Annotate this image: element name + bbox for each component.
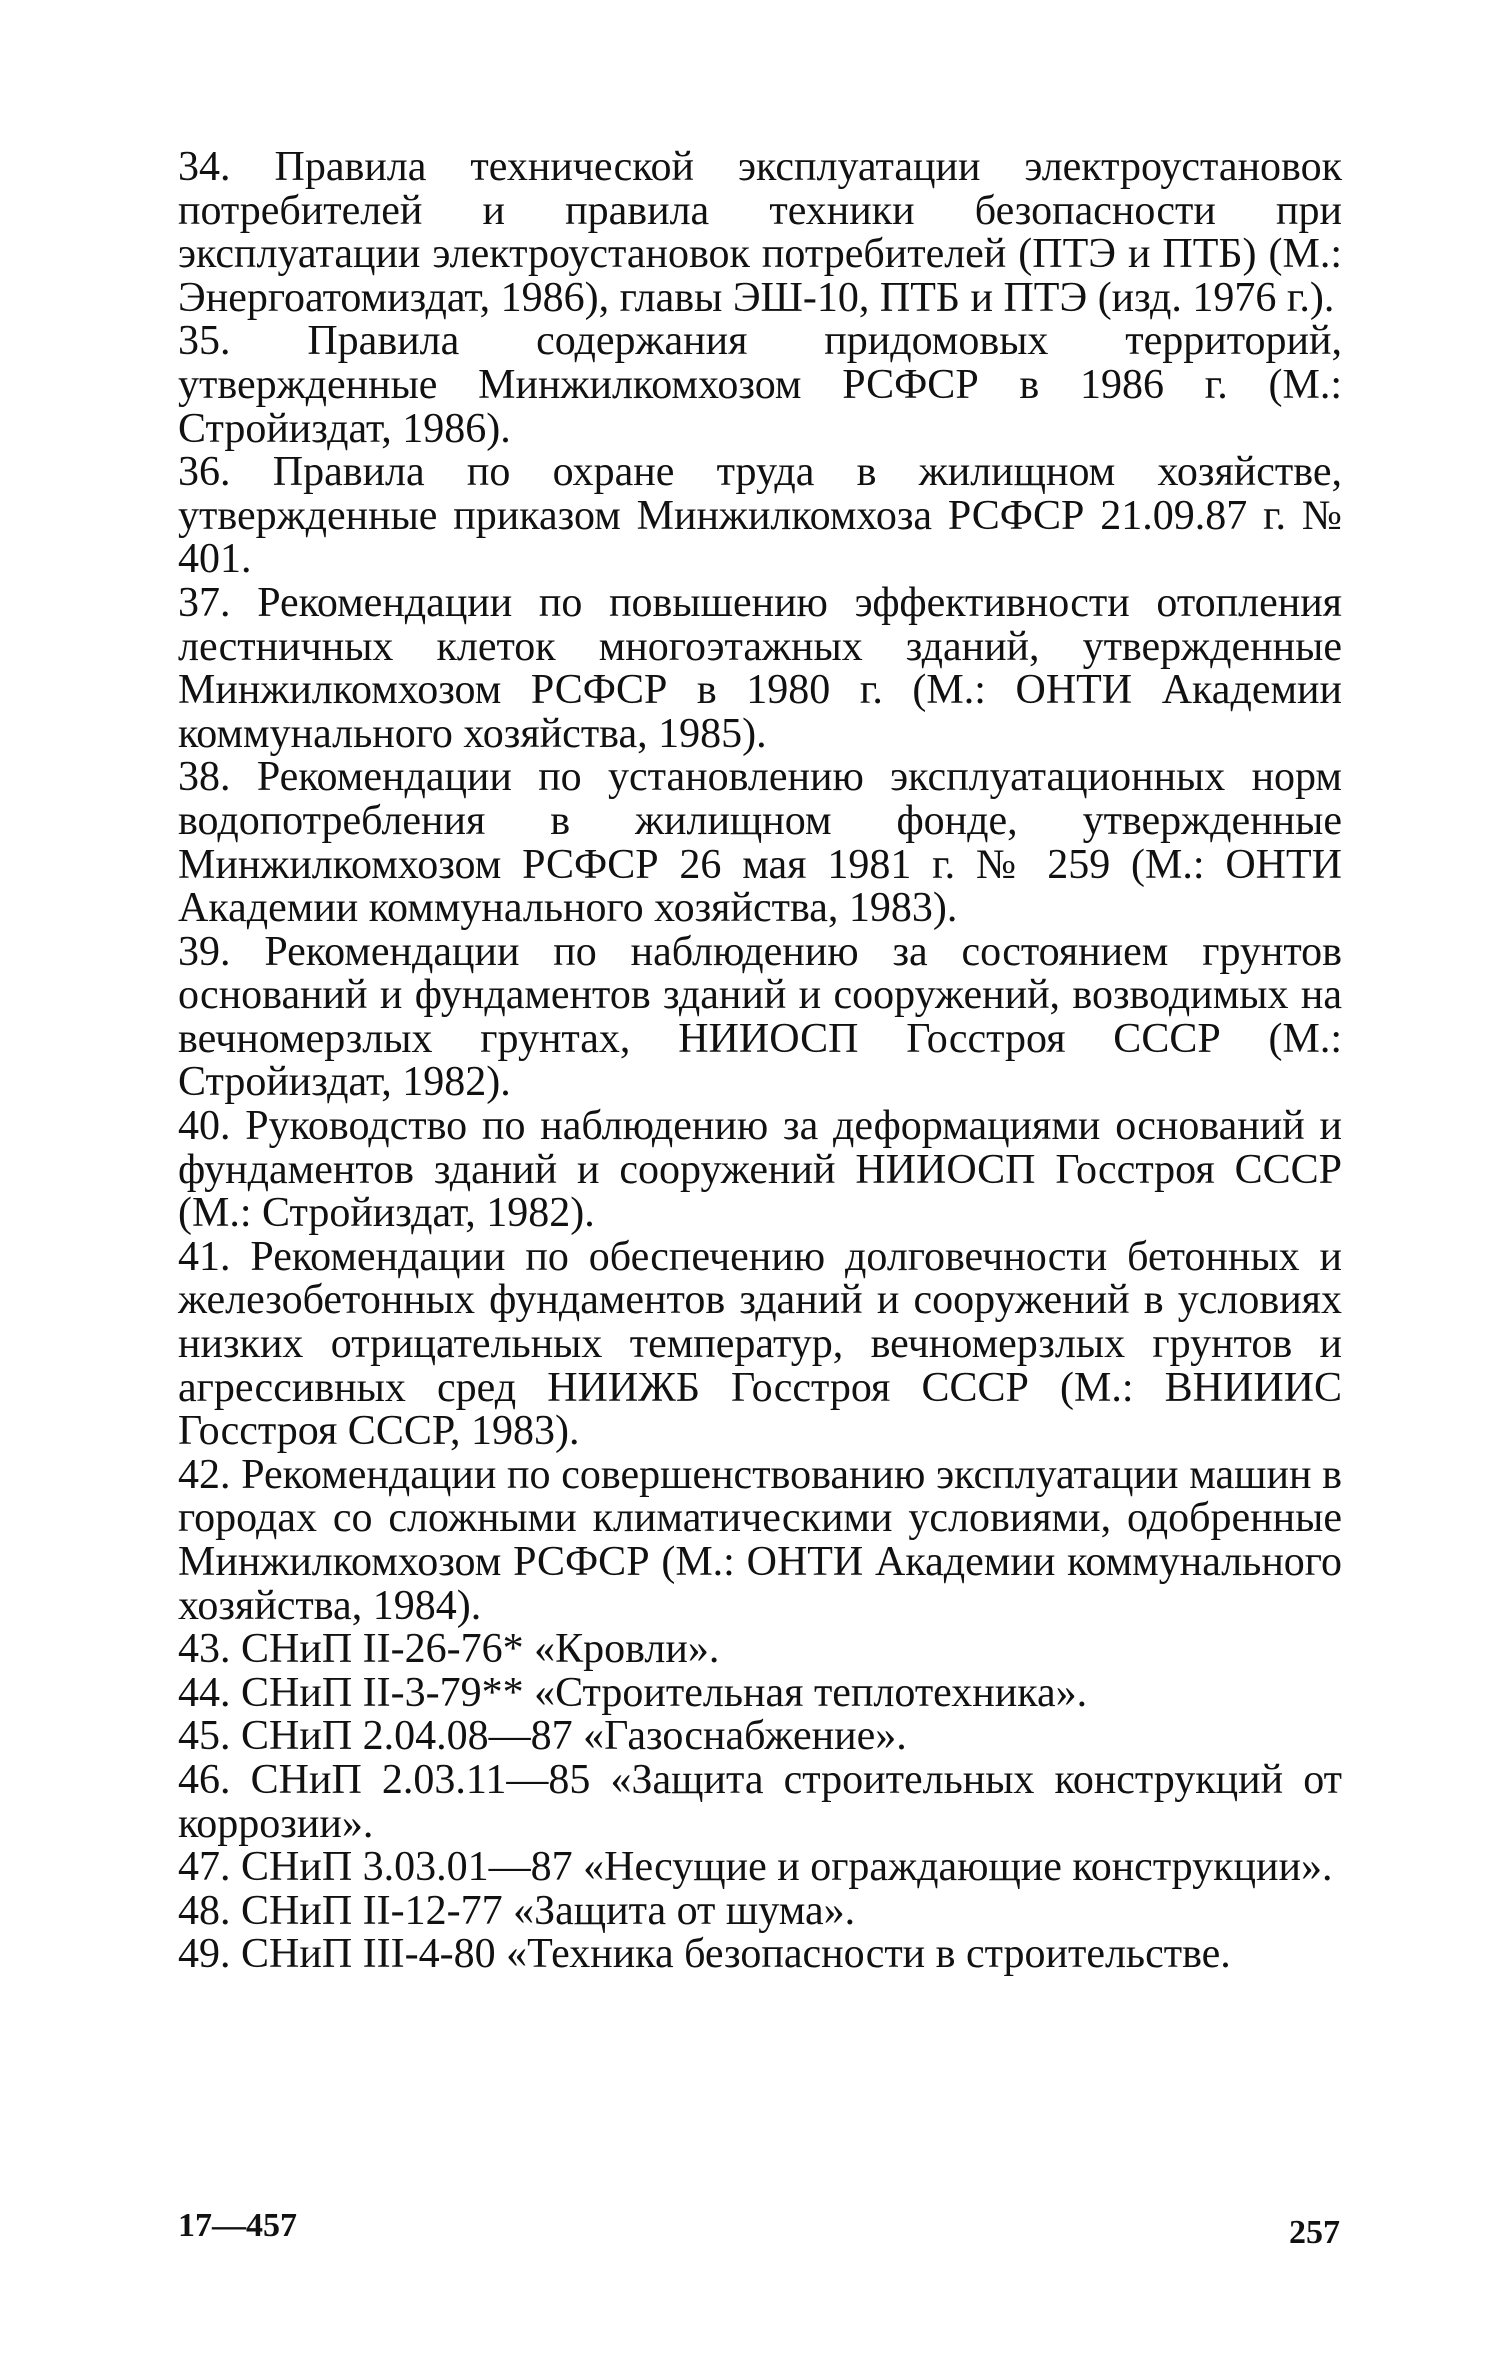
reference-item xyxy=(178,1715,1342,1759)
reference-text: СНиП II-26-76* «Кровли». xyxy=(241,1626,720,1673)
reference-number: 48. xyxy=(178,1887,231,1934)
reference-item xyxy=(178,1628,1342,1672)
reference-text: Рекомендации по установлению эксплуатационных норм водопотребления в жилищном фонде, утвержденные Минжилкомхозом РСФСР 26 мая 1981 г. № 259 (М.: ОНТИ Академии коммунального хозяйства, 1983). xyxy=(178,754,1342,932)
reference-number: 45. xyxy=(178,1713,231,1760)
reference-number: 49. xyxy=(178,1931,231,1978)
page-number: 257 xyxy=(1289,2214,1340,2251)
reference-number: 47. xyxy=(178,1844,231,1891)
reference-number: 34. xyxy=(178,144,231,190)
reference-number: 38. xyxy=(178,754,231,801)
reference-item xyxy=(178,451,1342,582)
reference-text: Правила технической эксплуатации электроустановок потребителей и правила техники безопасности при эксплуатации электроустановок потребителей (ПТЭ и ПТБ) (М.: Энергоатомиздат, 1986), главы ЭШ-10, ПТБ и ПТЭ (изд. 1976 г.). xyxy=(178,144,1342,321)
reference-text: Правила по охране труда в жилищном хозяйстве, утвержденные приказом Минжилкомхоза РСФСР 21.09.87 г. № 401. xyxy=(178,449,1343,583)
reference-text: СНиП 2.03.11—85 «Защита строительных конструкций от коррозии». xyxy=(178,1756,1343,1847)
reference-item xyxy=(178,928,1342,1106)
reference-text: Руководство по наблюдению за деформациями оснований и фундаментов зданий и сооружений НИИОСП Госстроя СССР (М.: Стройиздат, 1982). xyxy=(178,1103,1342,1237)
reference-item xyxy=(178,756,1342,930)
reference-item xyxy=(178,1887,1342,1934)
reference-item xyxy=(178,1233,1342,1455)
reference-number: 37. xyxy=(178,579,231,626)
reference-list xyxy=(178,146,1342,1977)
reference-number: 43. xyxy=(178,1626,231,1673)
reference-number: 46. xyxy=(178,1756,231,1803)
reference-number: 36. xyxy=(178,449,231,496)
reference-text: СНиП III-4-80 «Техника безопасности в строительстве. xyxy=(241,1931,1231,1978)
reference-item xyxy=(178,1933,1342,1977)
reference-text: СНиП II-12-77 «Защита от шума». xyxy=(241,1887,856,1934)
reference-text: Рекомендации по совершенствованию эксплуатации машин в городах со сложными климатическими условиями, одобренные Минжилкомхозом РСФСР (М.: ОНТИ Академии коммунального хозяйства, 1984). xyxy=(178,1451,1343,1629)
reference-item xyxy=(178,579,1342,757)
reference-item xyxy=(178,146,1342,320)
reference-number: 41. xyxy=(178,1233,231,1280)
printer-signature: 17—457 xyxy=(178,2207,297,2244)
reference-number: 44. xyxy=(178,1669,231,1716)
reference-text: СНиП 3.03.01—87 «Несущие и ограждающие конструкции». xyxy=(241,1844,1333,1891)
reference-text: СНиП II-3-79** «Строительная теплотехника». xyxy=(241,1669,1088,1716)
reference-item xyxy=(178,1756,1343,1847)
reference-item xyxy=(178,1846,1342,1890)
reference-number: 42. xyxy=(178,1451,231,1498)
reference-text: Правила содержания придомовых территорий, утвержденные Минжилкомхозом РСФСР в 1986 г. (М.: Стройиздат, 1986). xyxy=(178,318,1342,452)
reference-item xyxy=(178,1105,1342,1236)
reference-item xyxy=(178,320,1342,451)
reference-item xyxy=(178,1669,1342,1716)
reference-text: Рекомендации по обеспечению долговечности бетонных и железобетонных фундаментов зданий и сооружений в условиях низких отрицательных температур, вечномерзлых грунтов и агрессивных сред НИИЖБ Госстроя СССР (М.: ВНИИИС Госстроя СССР, 1983). xyxy=(178,1233,1342,1455)
reference-item xyxy=(178,1451,1343,1629)
reference-number: 40. xyxy=(178,1103,231,1150)
reference-number: 39. xyxy=(178,928,231,975)
reference-number: 35. xyxy=(178,318,231,365)
reference-text: Рекомендации по наблюдению за состоянием грунтов оснований и фундаментов зданий и сооружений, возводимых на вечномерзлых грунтах, НИИОСП Госстроя СССР (М.: Стройиздат, 1982). xyxy=(178,928,1342,1106)
reference-text: Рекомендации по повышению эффективности отопления лестничных клеток многоэтажных зданий, утвержденные Минжилкомхозом РСФСР в 1980 г. (М.: ОНТИ Академии коммунального хозяйства, 1985). xyxy=(178,579,1342,757)
reference-text: СНиП 2.04.08—87 «Газоснабжение». xyxy=(241,1713,907,1760)
